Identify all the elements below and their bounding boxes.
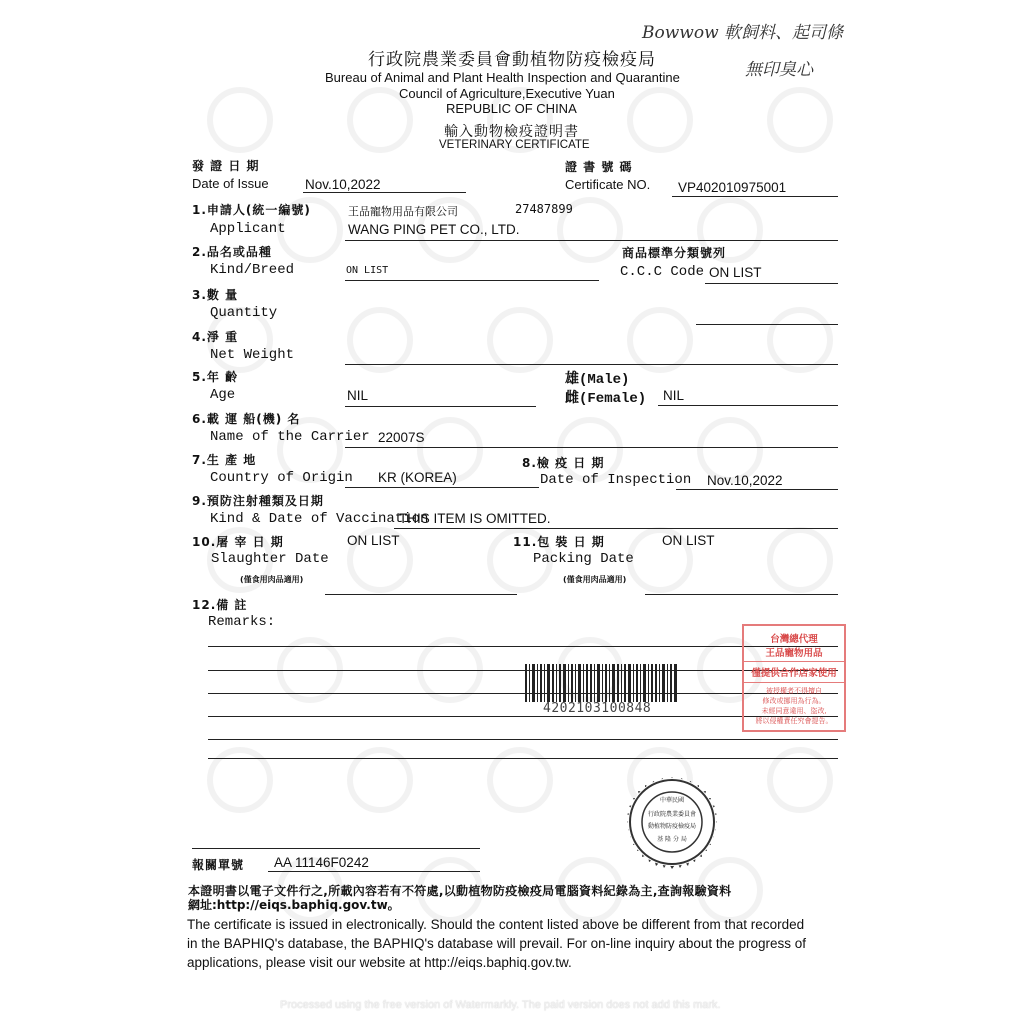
agent-stamp-line6: 未經同意違用、盜改, — [761, 708, 827, 715]
kind-label: Kind/Breed — [210, 262, 295, 278]
agent-stamp-line4: 被授權者不得擅自 — [766, 688, 822, 695]
slaughter-label-zh: 10.屠 宰 日 期 — [192, 535, 284, 549]
applicant-name-en: WANG PING PET CO., LTD. — [348, 222, 520, 237]
inspection-value: Nov.10,2022 — [707, 473, 783, 488]
origin-label-zh: 7.生 產 地 — [192, 453, 257, 467]
net-weight-label: Net Weight — [210, 347, 295, 363]
certificate-number-value: VP402010975001 — [678, 180, 787, 195]
barcode-image — [525, 664, 677, 702]
issue-date-value: Nov.10,2022 — [305, 177, 381, 192]
notice-zh-line1: 本證明書以電子文件行之,所載內容若有不符處,以動植物防疫檢疫局電腦資料紀錄為主,查詢報驗資料 — [188, 884, 732, 898]
declaration-label-zh: 報關單號 — [192, 858, 245, 872]
packing-note: (僅食用肉品適用) — [563, 575, 627, 584]
notice-en-line1: The certificate is issued in electronically. Should the content listed above be different from that recorded — [187, 917, 805, 932]
issue-date-label: Date of Issue — [192, 176, 269, 191]
agent-stamp-line2: 王品寵物用品 — [744, 645, 844, 662]
declaration-value: AA 11146F0242 — [274, 855, 369, 870]
age-label-zh: 5.年 齡 — [192, 370, 239, 384]
age-value: NIL — [347, 388, 369, 403]
inspection-label: Date of Inspection — [540, 472, 692, 488]
notice-en-line2: in the BAPHIQ's database, the BAPHIQ's database will prevail. For on-line inquiry about the progress of — [187, 936, 806, 951]
vaccination-label: Kind & Date of Vaccination — [210, 511, 429, 527]
agent-stamp-line3: 僅提供合作店家使用 — [744, 662, 844, 683]
applicant-tax-id: 27487899 — [515, 202, 573, 216]
remarks-label-zh: 12.備 註 — [192, 598, 248, 612]
packing-label: Packing Date — [533, 551, 634, 567]
slaughter-note: (僅食用肉品適用) — [240, 575, 304, 584]
age-label: Age — [210, 387, 236, 403]
origin-value: KR (KOREA) — [378, 470, 457, 485]
kind-value: ON LIST — [346, 265, 389, 276]
kind-label-zh: 2.品名或品種 — [192, 245, 272, 259]
packing-label-zh: 11.包 裝 日 期 — [513, 535, 605, 549]
ccc-label: C.C.C Code — [620, 264, 705, 280]
seal-text-2: 行政院農業委員會 — [647, 811, 697, 818]
ccc-value: ON LIST — [709, 265, 762, 280]
carrier-value: 22007S — [378, 430, 425, 445]
agent-stamp — [742, 624, 846, 732]
quantity-label: Quantity — [210, 305, 278, 321]
inspection-label-zh: 8.檢 疫 日 期 — [522, 456, 605, 470]
origin-label: Country of Origin — [210, 470, 353, 486]
official-seal-icon — [612, 762, 732, 882]
certificate-number-label-zh: 證 書 號 碼 — [565, 160, 633, 174]
male-label: 雄(Male) — [565, 372, 630, 388]
watermark-footer: Processed using the free version of Watermarkly. The paid version does not add this mark. — [280, 999, 721, 1011]
sex-value: NIL — [663, 388, 685, 403]
seal-text-3: 動植物防疫檢疫局 — [647, 823, 697, 830]
remarks-label: Remarks: — [208, 614, 276, 630]
applicant-label-zh: 1.申請人(統一編號) — [192, 203, 311, 217]
carrier-label-zh: 6.載 運 船(機) 名 — [192, 412, 301, 426]
applicant-label: Applicant — [210, 221, 286, 237]
slaughter-label: Slaughter Date — [211, 551, 329, 567]
seal-text-1: 中華民國 — [659, 797, 685, 804]
barcode-number: 4202103100848 — [543, 701, 652, 716]
notice-zh-line2: 網址:http://eiqs.baphiq.gov.tw。 — [188, 898, 400, 912]
agency-title-zh: 行政院農業委員會動植物防疫檢疫局 — [368, 50, 656, 70]
agency-title-en: Bureau of Animal and Plant Health Inspection and Quarantine — [325, 70, 680, 85]
packing-value: ON LIST — [662, 533, 715, 548]
ccc-label-zh: 商品標準分類號列 — [622, 246, 727, 260]
quantity-label-zh: 3.數 量 — [192, 288, 239, 302]
certificate-number-label: Certificate NO. — [565, 177, 651, 192]
country-title-en: REPUBLIC OF CHINA — [446, 101, 577, 116]
vaccination-label-zh: 9.預防注射種類及日期 — [192, 494, 324, 508]
applicant-name-zh: 王品寵物用品有限公司 — [348, 205, 458, 218]
agent-stamp-line7: 將以侵權責任究會提告。 — [755, 718, 833, 725]
carrier-label: Name of the Carrier — [210, 429, 370, 445]
handwritten-note-line1: Bowwow 軟飼料、起司條 — [642, 23, 844, 43]
agent-stamp-line5: 修改或挪用為行為。 — [762, 698, 826, 705]
certificate-title-en: VETERINARY CERTIFICATE — [439, 139, 590, 151]
issue-date-label-zh: 發 證 日 期 — [192, 159, 260, 173]
seal-text-4: 基 隆 分 局 — [657, 836, 687, 843]
agent-stamp-line1: 台灣總代理 — [770, 634, 818, 645]
council-title-en: Council of Agriculture,Executive Yuan — [399, 86, 615, 101]
female-label: 雌(Female) — [565, 391, 647, 407]
vaccination-value: THIS ITEM IS OMITTED. — [399, 511, 551, 526]
certificate-title-zh: 輸入動物檢疫證明書 — [444, 124, 579, 140]
net-weight-label-zh: 4.淨 重 — [192, 330, 239, 344]
notice-en-line3: applications, please visit our website at http://eiqs.baphiq.gov.tw. — [187, 955, 572, 970]
slaughter-value: ON LIST — [347, 533, 400, 548]
handwritten-note-line2: 無印臭心 — [745, 60, 813, 80]
